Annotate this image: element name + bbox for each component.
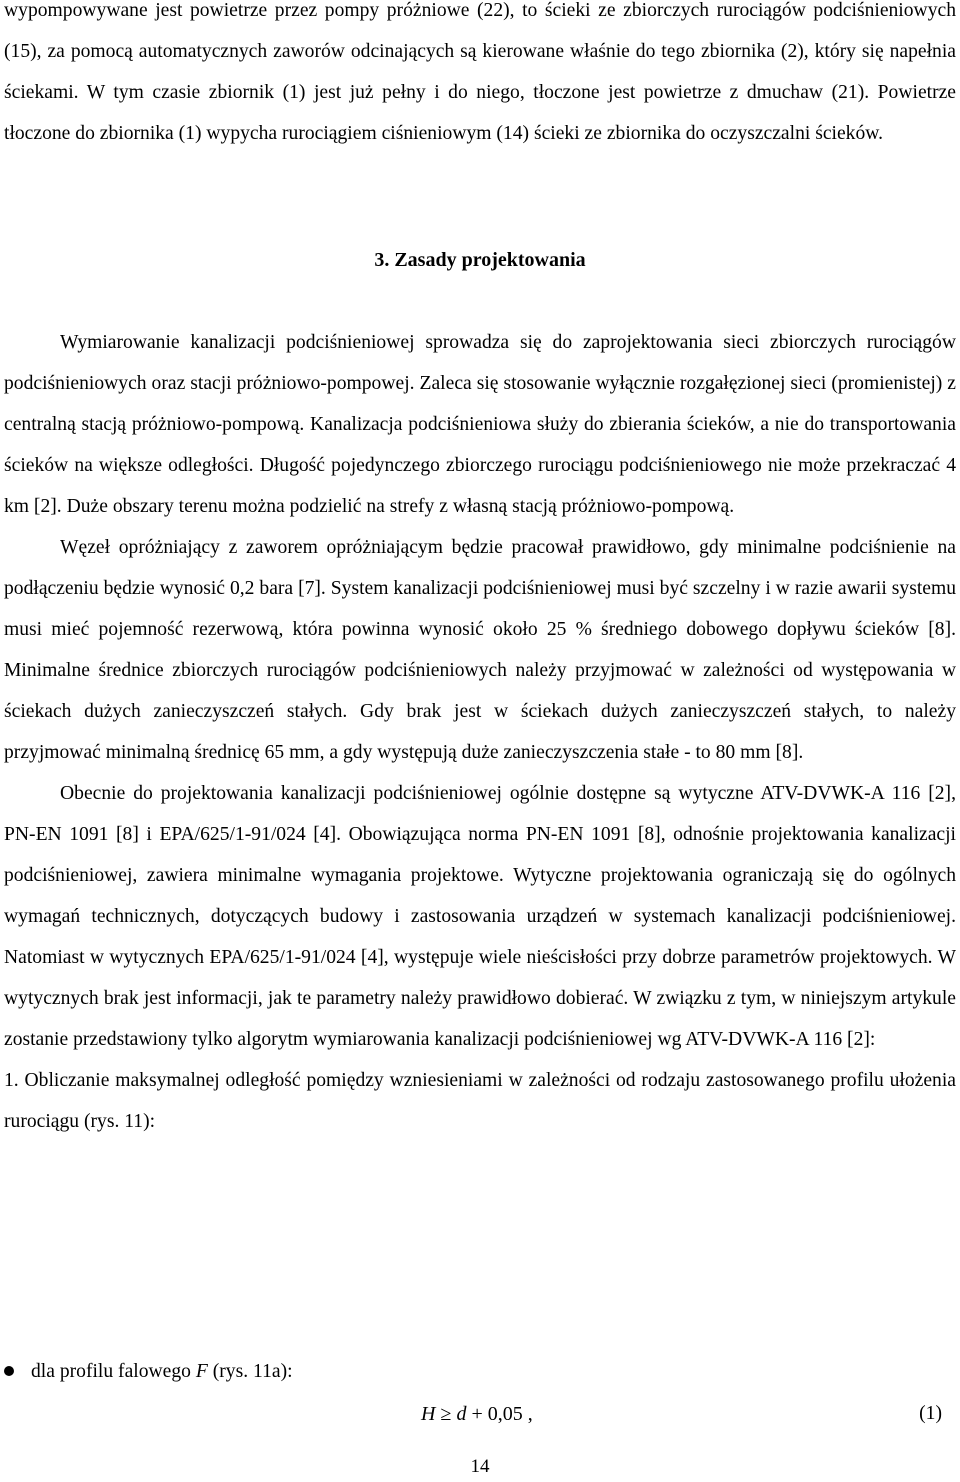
bullet-item-wave-profile bbox=[4, 1352, 293, 1392]
paragraph-design-vacuum-sewer: Wymiarowanie kanalizacji podciśnieniowej sprowadza się do zaprojektowania sieci zbiorczych rurociągów podciśnieniowych oraz stacji próżniowo-pompowej. Zaleca się stosowanie wyłącznie rozgałęzionej sieci (promienistej) z centralną stacją próżniowo-pompową. Kanalizacja podciśnieniowa służy do zbierania ścieków, a nie do transportowania ścieków na większe odległości. Długość pojedynczego zbiorczego rurociągu podciśnieniowego nie może przekraczać 4 km [2]. Duże obszary terenu można podzielić na strefy z własną stacją próżniowo-pompową. bbox=[4, 332, 956, 517]
formula-var: d bbox=[456, 1403, 467, 1425]
formula-rest: + 0,05 , bbox=[466, 1403, 533, 1425]
intro-text-block bbox=[4, 0, 956, 154]
equation-number: (1) bbox=[919, 1403, 942, 1424]
paragraph-step-1: 1. Obliczanie maksymalnej odległość pomiędzy wzniesieniami w zależności od rodzaju zastosowanego profilu ułożenia rurociągu (rys. 11): bbox=[4, 1070, 956, 1132]
page-number: 14 bbox=[470, 1456, 490, 1477]
formula-lhs: H bbox=[421, 1403, 436, 1425]
bullet-prefix: dla profilu falowego bbox=[31, 1361, 196, 1382]
paragraph-guidelines: Obecnie do projektowania kanalizacji podciśnieniowej ogólnie dostępne są wytyczne ATV-DVWK-A 116 [2], PN-EN 1091 [8] i EPA/625/1-91/024 [4]. Obowiązująca norma PN-EN 1091 [8], odnośnie projektowania kanalizacji podciśnieniowej, zawiera minimalne wymagania projektowe. Wytyczne projektowania ograniczają się do ogólnych wymagań technicznych, dotyczących budowy i zastosowania urządzeń w systemach kanalizacji podciśnieniowej. Natomiast w wytycznych EPA/625/1-91/024 [4], występuje wiele nieścisłości przy dobrze parametrów projektowych. W wytycznych brak jest informacji, jak te parametry należy prawidłowo dobierać. W związku z tym, w niniejszym artykule zostanie przedstawiony tylko algorytm wymiarowania kanalizacji podciśnieniowej wg ATV-DVWK-A 116 [2]: bbox=[4, 783, 956, 1050]
formula-operator: ≥ bbox=[440, 1403, 452, 1425]
formula-1 bbox=[421, 1394, 533, 1434]
section-heading: 3. Zasady projektowania bbox=[374, 249, 586, 271]
body-text-block bbox=[4, 322, 956, 1142]
bullet-suffix: (rys. 11a): bbox=[207, 1361, 293, 1382]
paragraph-emptying-node: Węzeł opróżniający z zaworem opróżniającym będzie pracował prawidłowo, gdy minimalne podciśnienie na podłączeniu będzie wynosić 0,2 bara [7]. System kanalizacji podciśnieniowej musi być szczelny i w razie awarii systemu musi mieć pojemność rezerwową, która powinna wynosić około 25 % średniego dobowego dopływu ścieków [8]. Minimalne średnice zbiorczych rurociągów podciśnieniowych należy przyjmować w zależności od występowania w ściekach dużych zanieczyszczeń stałych. Gdy brak jest w ściekach dużych zanieczyszczeń stałych, to należy przyjmować minimalną średnicę 65 mm, a gdy występują duże zanieczyszczenia stałe - to 80 mm [8]. bbox=[4, 537, 956, 763]
bullet-icon bbox=[4, 1366, 14, 1376]
bullet-symbol: F bbox=[195, 1361, 208, 1382]
intro-paragraph: wypompowywane jest powietrze przez pompy próżniowe (22), to ścieki ze zbiorczych rurociągów podciśnieniowych (15), za pomocą automatycznych zaworów odcinających są kierowane właśnie do tego zbiornika (2), który się napełnia ściekami. W tym czasie zbiornik (1) jest już pełny i do niego, tłoczone jest powietrze z dmuchaw (21). Powietrze tłoczone do zbiornika (1) wypycha rurociągiem ciśnieniowym (14) ścieki ze zbiornika do oczyszczalni ścieków. bbox=[4, 0, 956, 144]
